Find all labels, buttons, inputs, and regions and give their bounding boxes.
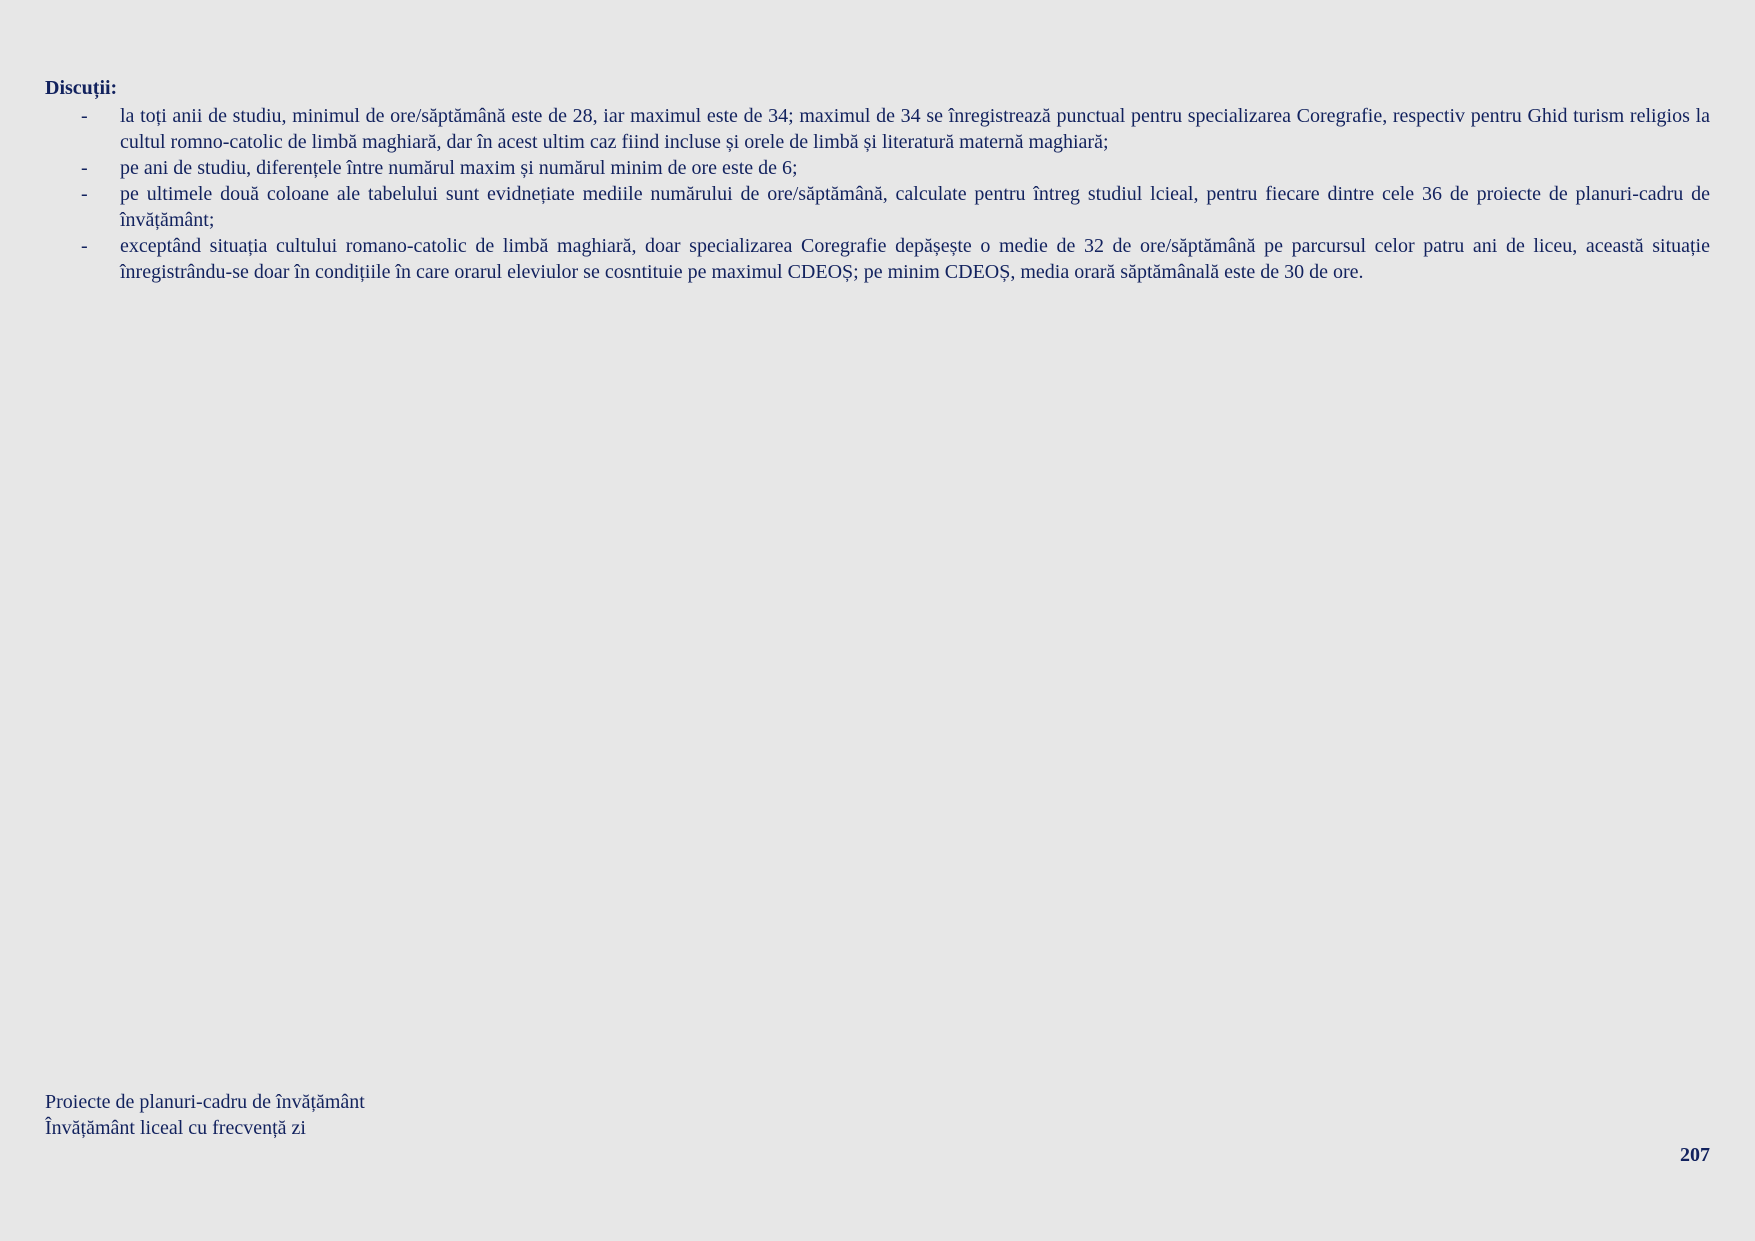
page-footer bbox=[45, 1089, 365, 1141]
bullet-dash: - bbox=[81, 235, 88, 257]
list-item-text: pe ultimele două coloane ale tabelului sunt evidnețiate mediile numărului de ore/săptămână, calculate pentru întreg studiul lcieal, pentru fiecare dintre cele 36 de proiecte de planuri-cadru de învățământ; bbox=[120, 183, 1710, 231]
bullet-dash: - bbox=[81, 105, 88, 127]
list-item bbox=[45, 155, 1710, 181]
page-number: 207 bbox=[1680, 1144, 1710, 1166]
bullet-dash: - bbox=[81, 157, 88, 179]
list-item bbox=[45, 233, 1710, 285]
list-item bbox=[45, 103, 1710, 155]
footer-document-subtitle: Învățământ liceal cu frecvență zi bbox=[45, 1117, 306, 1139]
section-heading: Discuții: bbox=[45, 77, 118, 99]
list-item bbox=[45, 181, 1710, 233]
bullet-dash: - bbox=[81, 183, 88, 205]
list-item-text: pe ani de studiu, diferențele între numărul maxim și numărul minim de ore este de 6; bbox=[120, 157, 798, 179]
footer-document-title: Proiecte de planuri-cadru de învățământ bbox=[45, 1091, 365, 1113]
list-item-text: la toți anii de studiu, minimul de ore/săptămână este de 28, iar maximul este de 34; maximul de 34 se înregistrează punctual pentru specializarea Coregrafie, respectiv pentru Ghid turism religios la cultul romno-catolic de limbă maghiară, dar în acest ultim caz fiind incluse și orele de limbă și literatură maternă maghiară; bbox=[120, 105, 1710, 153]
discussion-list bbox=[45, 103, 1710, 285]
list-item-text: exceptând situația cultului romano-catolic de limbă maghiară, doar specializarea Coregrafie depășește o medie de 32 de ore/săptămână pe parcursul celor patru ani de liceu, această situație înregistrându-se doar în condițiile în care orarul eleviulor se cosntituie pe maximul CDEOȘ; pe minim CDEOȘ, media orară săptămânală este de 30 de ore. bbox=[120, 235, 1710, 283]
